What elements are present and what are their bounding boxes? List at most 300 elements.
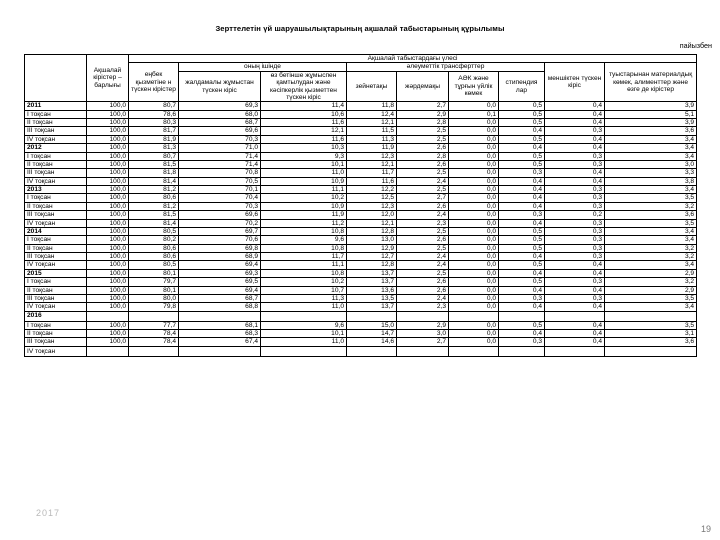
cell-col_relatives: 3,4 xyxy=(605,135,697,143)
cell-col_hired: 70,6 xyxy=(179,236,261,244)
unit-label: пайызбен xyxy=(679,41,712,50)
cell-col_self xyxy=(261,346,347,356)
cell-col_property: 0,4 xyxy=(545,330,605,338)
cell-col_total: 100,0 xyxy=(87,110,129,118)
table-row xyxy=(25,194,697,202)
cell-col_labor: 80,6 xyxy=(129,194,179,202)
cell-col_self: 11,3 xyxy=(261,294,347,302)
cell-col_self: 11,4 xyxy=(261,102,347,110)
table-row xyxy=(25,144,697,152)
cell-col_labor: 80,5 xyxy=(129,227,179,235)
cell-col_property: 0,4 xyxy=(545,321,605,329)
cell-col_property: 0,4 xyxy=(545,102,605,110)
table-header xyxy=(25,55,697,102)
row-label: IV тоқсан xyxy=(25,261,87,269)
cell-col_housing: 0,0 xyxy=(449,236,499,244)
cell-col_total: 100,0 xyxy=(87,194,129,202)
cell-col_benefit: 2,7 xyxy=(397,102,449,110)
table-row xyxy=(25,303,697,311)
row-label: IV тоқсан xyxy=(25,177,87,185)
row-label: I тоқсан xyxy=(25,110,87,118)
cell-col_total: 100,0 xyxy=(87,177,129,185)
cell-col_total: 100,0 xyxy=(87,119,129,127)
cell-col_hired: 67,4 xyxy=(179,338,261,346)
cell-col_stipend: 0,5 xyxy=(499,135,545,143)
cell-col_labor: 81,4 xyxy=(129,177,179,185)
cell-col_self: 10,2 xyxy=(261,194,347,202)
cell-col_total: 100,0 xyxy=(87,253,129,261)
income-structure-table xyxy=(24,54,697,357)
cell-col_self: 11,6 xyxy=(261,135,347,143)
cell-col_housing: 0,0 xyxy=(449,338,499,346)
header-col-self-employed: өз бетінше жұмыспен қамтылудан және кәсіпкерлік қызметтен түскен кіріс xyxy=(261,71,347,102)
row-label: 2014 xyxy=(25,227,87,235)
cell-col_relatives: 5,1 xyxy=(605,110,697,118)
table-row xyxy=(25,286,697,294)
table-row xyxy=(25,294,697,302)
cell-col_stipend: 0,3 xyxy=(499,338,545,346)
row-label: II тоқсан xyxy=(25,160,87,168)
cell-col_hired: 70,4 xyxy=(179,194,261,202)
table-row xyxy=(25,311,697,321)
cell-col_labor: 80,5 xyxy=(129,261,179,269)
cell-col_housing: 0,0 xyxy=(449,227,499,235)
cell-col_housing: 0,0 xyxy=(449,186,499,194)
cell-col_total xyxy=(87,346,129,356)
cell-col_relatives xyxy=(605,346,697,356)
cell-col_stipend: 0,4 xyxy=(499,144,545,152)
cell-col_relatives xyxy=(605,311,697,321)
cell-col_hired: 69,4 xyxy=(179,286,261,294)
cell-col_labor: 80,3 xyxy=(129,119,179,127)
row-label: III тоқсан xyxy=(25,211,87,219)
cell-col_self: 10,9 xyxy=(261,202,347,210)
cell-col_property: 0,3 xyxy=(545,127,605,135)
cell-col_benefit: 2,6 xyxy=(397,160,449,168)
cell-col_hired: 68,7 xyxy=(179,119,261,127)
cell-col_benefit: 2,4 xyxy=(397,211,449,219)
cell-col_hired: 70,8 xyxy=(179,169,261,177)
cell-col_total: 100,0 xyxy=(87,211,129,219)
cell-col_pension: 14,6 xyxy=(347,338,397,346)
cell-col_hired xyxy=(179,311,261,321)
cell-col_stipend: 0,5 xyxy=(499,227,545,235)
cell-col_property: 0,4 xyxy=(545,119,605,127)
cell-col_total: 100,0 xyxy=(87,236,129,244)
cell-col_self: 10,1 xyxy=(261,160,347,168)
table-row xyxy=(25,177,697,185)
row-label: I тоқсан xyxy=(25,152,87,160)
cell-col_self: 10,6 xyxy=(261,110,347,118)
table-row xyxy=(25,269,697,277)
cell-col_labor: 80,0 xyxy=(129,294,179,302)
cell-col_self: 12,1 xyxy=(261,127,347,135)
cell-col_self: 11,0 xyxy=(261,338,347,346)
cell-col_housing: 0,0 xyxy=(449,219,499,227)
row-label: II тоқсан xyxy=(25,286,87,294)
cell-col_benefit: 2,4 xyxy=(397,253,449,261)
cell-col_total: 100,0 xyxy=(87,186,129,194)
cell-col_property: 0,3 xyxy=(545,236,605,244)
cell-col_total: 100,0 xyxy=(87,160,129,168)
table-row xyxy=(25,135,697,143)
cell-col_relatives: 3,1 xyxy=(605,330,697,338)
cell-col_stipend: 0,4 xyxy=(499,177,545,185)
cell-col_self: 10,8 xyxy=(261,244,347,252)
cell-col_labor: 80,6 xyxy=(129,253,179,261)
table-row xyxy=(25,186,697,194)
header-col-hired: жалдамалы жұмыстан түскен кіріс xyxy=(179,71,261,102)
cell-col_labor: 81,8 xyxy=(129,169,179,177)
cell-col_pension xyxy=(347,311,397,321)
cell-col_labor: 81,5 xyxy=(129,211,179,219)
cell-col_relatives: 3,2 xyxy=(605,253,697,261)
cell-col_relatives: 3,0 xyxy=(605,160,697,168)
cell-col_stipend: 0,5 xyxy=(499,244,545,252)
cell-col_property: 0,3 xyxy=(545,186,605,194)
cell-col_labor: 79,7 xyxy=(129,278,179,286)
cell-col_stipend xyxy=(499,311,545,321)
cell-col_benefit xyxy=(397,311,449,321)
table-row xyxy=(25,236,697,244)
cell-col_hired: 71,4 xyxy=(179,160,261,168)
cell-col_hired: 68,9 xyxy=(179,253,261,261)
cell-col_pension: 11,6 xyxy=(347,177,397,185)
cell-col_stipend: 0,4 xyxy=(499,303,545,311)
page-number: 19 xyxy=(700,524,711,534)
cell-col_labor: 78,6 xyxy=(129,110,179,118)
cell-col_hired: 68,1 xyxy=(179,321,261,329)
cell-col_labor: 77,7 xyxy=(129,321,179,329)
cell-col_self: 11,7 xyxy=(261,253,347,261)
cell-col_stipend: 0,5 xyxy=(499,321,545,329)
table-row xyxy=(25,253,697,261)
cell-col_property: 0,4 xyxy=(545,303,605,311)
table-row xyxy=(25,169,697,177)
cell-col_stipend: 0,4 xyxy=(499,286,545,294)
table-row xyxy=(25,102,697,110)
cell-col_self: 9,6 xyxy=(261,236,347,244)
cell-col_relatives: 3,4 xyxy=(605,186,697,194)
cell-col_property: 0,4 xyxy=(545,110,605,118)
cell-col_self: 10,3 xyxy=(261,144,347,152)
cell-col_self: 10,9 xyxy=(261,177,347,185)
cell-col_self: 11,1 xyxy=(261,186,347,194)
cell-col_benefit: 2,6 xyxy=(397,286,449,294)
cell-col_hired: 68,3 xyxy=(179,330,261,338)
cell-col_benefit: 2,7 xyxy=(397,194,449,202)
header-col-relatives: туыстарынан материалдық көмек, алименттер және өзге де кірістер xyxy=(605,63,697,102)
row-label: 2015 xyxy=(25,269,87,277)
row-label: 2012 xyxy=(25,144,87,152)
cell-col_stipend: 0,5 xyxy=(499,160,545,168)
cell-col_property: 0,4 xyxy=(545,269,605,277)
cell-col_total: 100,0 xyxy=(87,321,129,329)
cell-col_stipend: 0,5 xyxy=(499,152,545,160)
cell-col_relatives: 2,9 xyxy=(605,286,697,294)
cell-col_stipend: 0,4 xyxy=(499,330,545,338)
cell-col_hired: 69,4 xyxy=(179,261,261,269)
cell-col_property: 0,4 xyxy=(545,177,605,185)
cell-col_self: 10,7 xyxy=(261,286,347,294)
cell-col_hired: 70,5 xyxy=(179,177,261,185)
header-group-social-transfers: әлеуметтік трансферттер xyxy=(347,63,545,71)
cell-col_housing: 0,0 xyxy=(449,135,499,143)
cell-col_stipend: 0,5 xyxy=(499,278,545,286)
cell-col_pension: 11,7 xyxy=(347,169,397,177)
cell-col_stipend: 0,4 xyxy=(499,127,545,135)
cell-col_total: 100,0 xyxy=(87,227,129,235)
cell-col_hired: 71,0 xyxy=(179,144,261,152)
table-row xyxy=(25,330,697,338)
cell-col_stipend: 0,5 xyxy=(499,102,545,110)
cell-col_property xyxy=(545,346,605,356)
cell-col_relatives: 3,4 xyxy=(605,152,697,160)
cell-col_hired xyxy=(179,346,261,356)
cell-col_labor xyxy=(129,311,179,321)
cell-col_pension: 13,7 xyxy=(347,278,397,286)
cell-col_self xyxy=(261,311,347,321)
cell-col_total: 100,0 xyxy=(87,330,129,338)
cell-col_stipend: 0,4 xyxy=(499,253,545,261)
cell-col_total xyxy=(87,311,129,321)
table-row xyxy=(25,321,697,329)
header-col-labor: еңбек қызметіне н түскен кірістер xyxy=(129,63,179,102)
table-row xyxy=(25,338,697,346)
cell-col_pension: 13,6 xyxy=(347,286,397,294)
cell-col_benefit: 2,5 xyxy=(397,169,449,177)
cell-col_relatives: 3,5 xyxy=(605,219,697,227)
cell-col_housing xyxy=(449,311,499,321)
cell-col_labor: 78,4 xyxy=(129,338,179,346)
table-row xyxy=(25,152,697,160)
cell-col_stipend: 0,3 xyxy=(499,294,545,302)
cell-col_labor: 79,8 xyxy=(129,303,179,311)
cell-col_relatives: 3,9 xyxy=(605,119,697,127)
row-label: I тоқсан xyxy=(25,194,87,202)
cell-col_labor: 80,7 xyxy=(129,102,179,110)
cell-col_stipend: 0,4 xyxy=(499,219,545,227)
cell-col_labor: 80,7 xyxy=(129,152,179,160)
cell-col_housing: 0,1 xyxy=(449,110,499,118)
row-label: III тоқсан xyxy=(25,294,87,302)
cell-col_total: 100,0 xyxy=(87,127,129,135)
cell-col_stipend: 0,5 xyxy=(499,119,545,127)
cell-col_benefit xyxy=(397,346,449,356)
cell-col_property: 0,4 xyxy=(545,144,605,152)
cell-col_hired: 69,7 xyxy=(179,227,261,235)
row-label: II тоқсан xyxy=(25,330,87,338)
header-corner-blank xyxy=(25,55,87,102)
row-label: I тоқсан xyxy=(25,236,87,244)
cell-col_labor: 81,2 xyxy=(129,186,179,194)
cell-col_self: 11,6 xyxy=(261,119,347,127)
cell-col_benefit: 2,5 xyxy=(397,244,449,252)
cell-col_property: 0,3 xyxy=(545,202,605,210)
row-label: III тоқсан xyxy=(25,253,87,261)
cell-col_property: 0,3 xyxy=(545,253,605,261)
cell-col_benefit: 2,3 xyxy=(397,303,449,311)
cell-col_benefit: 2,6 xyxy=(397,278,449,286)
cell-col_pension: 12,1 xyxy=(347,160,397,168)
cell-col_benefit: 2,6 xyxy=(397,202,449,210)
cell-col_pension: 12,0 xyxy=(347,211,397,219)
cell-col_total: 100,0 xyxy=(87,169,129,177)
cell-col_labor: 81,7 xyxy=(129,127,179,135)
cell-col_relatives: 3,6 xyxy=(605,338,697,346)
cell-col_stipend: 0,4 xyxy=(499,269,545,277)
cell-col_self: 11,9 xyxy=(261,211,347,219)
cell-col_benefit: 3,0 xyxy=(397,330,449,338)
cell-col_housing: 0,0 xyxy=(449,321,499,329)
cell-col_benefit: 2,7 xyxy=(397,338,449,346)
table-row xyxy=(25,219,697,227)
cell-col_pension: 12,5 xyxy=(347,194,397,202)
cell-col_benefit: 2,5 xyxy=(397,186,449,194)
cell-col_pension: 11,8 xyxy=(347,102,397,110)
row-label: IV тоқсан xyxy=(25,219,87,227)
cell-col_benefit: 2,9 xyxy=(397,110,449,118)
row-label: II тоқсан xyxy=(25,244,87,252)
cell-col_hired: 69,6 xyxy=(179,211,261,219)
cell-col_property: 0,2 xyxy=(545,211,605,219)
cell-col_labor: 81,4 xyxy=(129,219,179,227)
cell-col_stipend: 0,5 xyxy=(499,110,545,118)
row-label: III тоқсан xyxy=(25,169,87,177)
cell-col_pension: 12,9 xyxy=(347,244,397,252)
cell-col_pension: 12,8 xyxy=(347,261,397,269)
cell-col_benefit: 2,4 xyxy=(397,294,449,302)
cell-col_relatives: 3,9 xyxy=(605,102,697,110)
cell-col_benefit: 2,5 xyxy=(397,269,449,277)
cell-col_self: 11,1 xyxy=(261,261,347,269)
cell-col_benefit: 2,4 xyxy=(397,261,449,269)
cell-col_property: 0,3 xyxy=(545,219,605,227)
cell-col_labor: 81,2 xyxy=(129,202,179,210)
row-label: I тоқсан xyxy=(25,321,87,329)
cell-col_labor: 81,9 xyxy=(129,135,179,143)
cell-col_housing: 0,0 xyxy=(449,261,499,269)
header-col-benefit: жәрдемақы xyxy=(397,71,449,102)
cell-col_total: 100,0 xyxy=(87,102,129,110)
cell-col_property: 0,4 xyxy=(545,338,605,346)
table-row xyxy=(25,261,697,269)
cell-col_housing: 0,0 xyxy=(449,177,499,185)
cell-col_pension: 11,3 xyxy=(347,135,397,143)
cell-col_pension: 13,5 xyxy=(347,294,397,302)
cell-col_labor: 80,1 xyxy=(129,286,179,294)
cell-col_housing: 0,0 xyxy=(449,253,499,261)
cell-col_pension: 13,0 xyxy=(347,236,397,244)
row-label: IV тоқсан xyxy=(25,135,87,143)
header-group-of-which: оның ішінде xyxy=(179,63,347,71)
cell-col_pension: 12,1 xyxy=(347,119,397,127)
cell-col_relatives: 3,2 xyxy=(605,278,697,286)
cell-col_relatives: 3,6 xyxy=(605,127,697,135)
header-group-share: Ақшалай табыстардағы үлесі xyxy=(129,55,697,63)
table-row xyxy=(25,278,697,286)
cell-col_benefit: 2,8 xyxy=(397,119,449,127)
cell-col_pension: 13,7 xyxy=(347,269,397,277)
row-label: III тоқсан xyxy=(25,338,87,346)
table-body xyxy=(25,102,697,357)
cell-col_total: 100,0 xyxy=(87,261,129,269)
cell-col_property: 0,4 xyxy=(545,286,605,294)
row-label: I тоқсан xyxy=(25,278,87,286)
cell-col_hired: 70,1 xyxy=(179,186,261,194)
cell-col_housing xyxy=(449,346,499,356)
row-label: III тоқсан xyxy=(25,127,87,135)
cell-col_pension: 12,8 xyxy=(347,227,397,235)
cell-col_hired: 70,3 xyxy=(179,202,261,210)
cell-col_total: 100,0 xyxy=(87,338,129,346)
table-row xyxy=(25,244,697,252)
cell-col_self: 10,2 xyxy=(261,278,347,286)
cell-col_pension: 12,3 xyxy=(347,202,397,210)
cell-col_stipend: 0,4 xyxy=(499,202,545,210)
cell-col_labor: 80,6 xyxy=(129,244,179,252)
cell-col_relatives: 3,8 xyxy=(605,177,697,185)
cell-col_relatives: 3,5 xyxy=(605,321,697,329)
cell-col_self: 10,1 xyxy=(261,330,347,338)
cell-col_hired: 69,3 xyxy=(179,102,261,110)
cell-col_hired: 70,3 xyxy=(179,135,261,143)
cell-col_relatives: 3,4 xyxy=(605,303,697,311)
cell-col_housing: 0,0 xyxy=(449,294,499,302)
cell-col_property: 0,3 xyxy=(545,244,605,252)
cell-col_relatives: 3,4 xyxy=(605,236,697,244)
header-col-property: меншіктен түскен кіріс xyxy=(545,63,605,102)
cell-col_total: 100,0 xyxy=(87,219,129,227)
cell-col_self: 9,6 xyxy=(261,321,347,329)
cell-col_relatives: 3,2 xyxy=(605,202,697,210)
cell-col_self: 9,3 xyxy=(261,152,347,160)
cell-col_housing: 0,0 xyxy=(449,169,499,177)
row-label: II тоқсан xyxy=(25,202,87,210)
cell-col_labor: 80,2 xyxy=(129,236,179,244)
cell-col_property: 0,3 xyxy=(545,227,605,235)
cell-col_property: 0,3 xyxy=(545,160,605,168)
cell-col_labor xyxy=(129,346,179,356)
cell-col_benefit: 2,3 xyxy=(397,219,449,227)
cell-col_self: 10,8 xyxy=(261,269,347,277)
cell-col_relatives: 3,5 xyxy=(605,194,697,202)
cell-col_pension: 12,3 xyxy=(347,152,397,160)
page-title: Зерттелетін үй шаруашылықтарының ақшалай табыстарының құрылымы xyxy=(215,24,505,33)
cell-col_pension: 12,1 xyxy=(347,219,397,227)
cell-col_property: 0,4 xyxy=(545,135,605,143)
cell-col_pension: 12,4 xyxy=(347,110,397,118)
cell-col_housing: 0,0 xyxy=(449,127,499,135)
row-label: IV тоқсан xyxy=(25,303,87,311)
cell-col_relatives: 3,4 xyxy=(605,227,697,235)
cell-col_benefit: 2,5 xyxy=(397,227,449,235)
cell-col_property xyxy=(545,311,605,321)
cell-col_property: 0,4 xyxy=(545,261,605,269)
cell-col_total: 100,0 xyxy=(87,202,129,210)
cell-col_housing: 0,0 xyxy=(449,244,499,252)
cell-col_pension: 13,7 xyxy=(347,303,397,311)
cell-col_housing: 0,0 xyxy=(449,286,499,294)
cell-col_labor: 78,4 xyxy=(129,330,179,338)
cell-col_hired: 68,7 xyxy=(179,294,261,302)
table-row xyxy=(25,127,697,135)
table-row xyxy=(25,119,697,127)
cell-col_hired: 69,3 xyxy=(179,269,261,277)
cell-col_relatives: 3,5 xyxy=(605,294,697,302)
cell-col_benefit: 2,6 xyxy=(397,144,449,152)
row-label: 2013 xyxy=(25,186,87,194)
